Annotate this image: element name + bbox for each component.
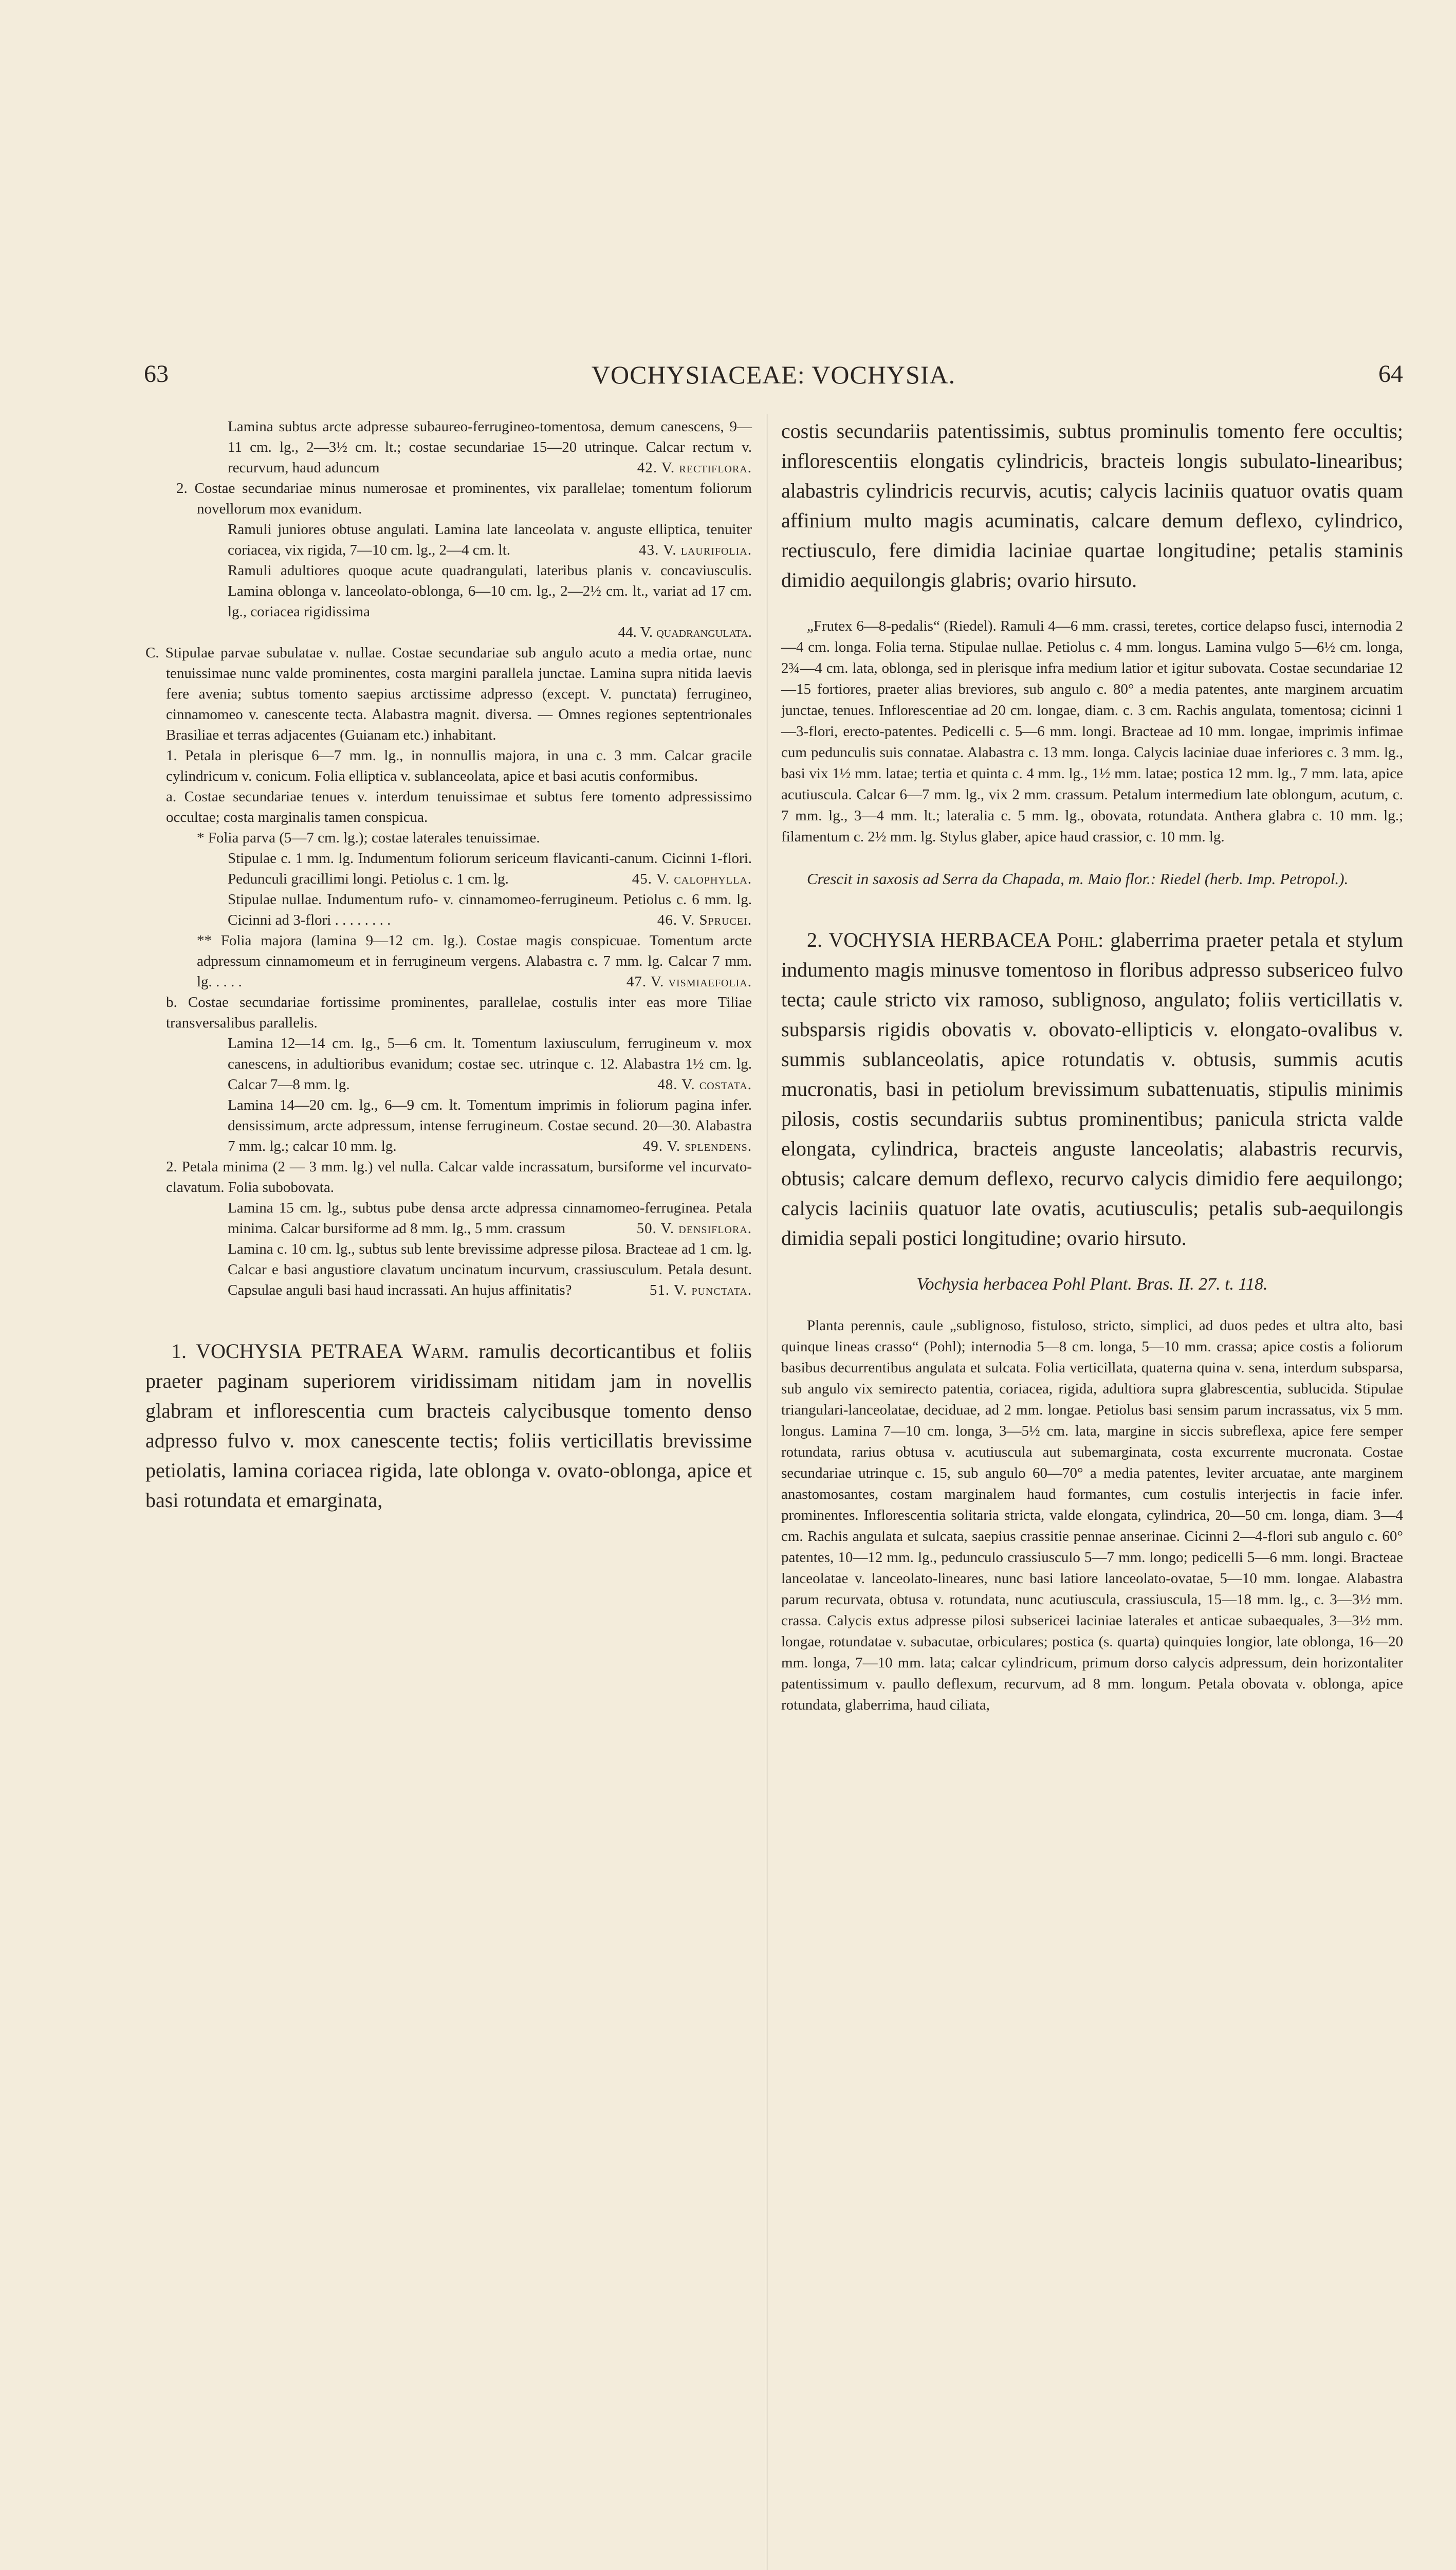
key-species-tag: 51. V. punctata. bbox=[649, 1282, 752, 1298]
species-name: 2. VOCHYSIA HERBACEA bbox=[807, 928, 1050, 951]
key-entry: Lamina subtus arcte adpresse subaureo-ferrugineo-tomentosa, demum canescens, 9—11 cm. lg., 2—3½ cm. lt.; costae secundariae 15—20 utrinque. Calcar rectum v. recurvum, haud aduncum 42. V. rectiflora. bbox=[145, 416, 752, 478]
running-title: VOCHYSIACEAE: VOCHYSIA. bbox=[591, 360, 956, 389]
species-description: Planta perennis, caule „sublignoso, fistuloso, stricto, simplici, ad duos pedes et ultra alto, basi quinque lineas crasso“ (Pohl); internodia 5—8 cm. longa, 5—10 mm. crassa; apice costis a foliorum basibus decurrentibus angulata et sulcata. Folia verticillata, quaterna quina v. sena, interdum subsparsa, sub angulo vix semirecto patentia, coriacea, rigida, adultiora supra glabrescentia, sublucida. Stipulae triangulari-lanceolatae, deciduae, ad 2 mm. longae. Petiolus basi sensim parum incrassatus, vix 5 mm. longus. Lamina 7—10 cm. longa, 3—5½ cm. lata, margine in siccis subreflexa, apice fere semper rotundata, rarius obtusa v. acutiuscula aut subemarginata, costa excurrente mucronata. Costae secundariae utrinque c. 15, sub angulo 60—70° a media patentes, leviter arcuatae, ante marginem anastomosantes, costam marginalem haud formantes, cum costulis interjectis in facie infer. prominentes. Inflorescentia solitaria stricta, valde elongata, cylindrica, 20—50 cm. longa, diam. 3—4 cm. Rachis angulata et sulcata, saepius crassitie pennae anserinae. Cicinni 2—4-flori sub angulo c. 60° patentes, 10—12 mm. lg., pedunculo crassiusculo 5—7 mm. longo; pedicelli 5—6 mm. longi. Bracteae lanceolatae v. lanceolato-lineares, nunc basi latiore lanceolato-ovatae, 5—10 mm. longae. Alabastra parum recurvata, obtusa v. rotundata, nunc acutiuscula, crassiuscula, 15—18 mm. lg., c. 3—3½ mm. crassa. Calycis extus adpresse pilosi subsericei laciniae laterales et anticae subaequales, 3—3½ mm. longae, rotundatae v. subacutae, orbiculares; postica (s. quarta) quinquies longior, late oblonga, 16—20 mm. longa, 7—10 mm. lata; calcar cylindricum, primum dorso calycis adpressum, dein horizontaliter patentissimum v. paullo deflexum, recurvum, ad 8 mm. longum. Petala obovata v. oblonga, apice rotundata, glaberrima, haud ciliata, bbox=[781, 1317, 1403, 1713]
key-species-tag: 46. V. Sprucei. bbox=[657, 912, 752, 928]
left-column bbox=[145, 416, 752, 1515]
key-entry: Ramuli juniores obtuse angulati. Lamina late lanceolata v. anguste elliptica, tenuiter coriacea, vix rigida, 7—10 cm. lg., 2—4 cm. lt. 43. V. laurifolia. bbox=[145, 519, 752, 560]
species-diagnosis-continued: costis secundariis patentissimis, subtus prominulis tomento fere occultis; inflorescentiis elongatis cylindricis, bracteis longis subulato-linearibus; alabastris cylindricis recurvis, acutis; calycis laciniis quatuor ovatis quam affinium multo magis acuminatis, calcare demum deflexo, cylindrico, rectiusculo, fere dimidia laciniae quartae longitudine; petalis staminis dimidio aequilongis glabris; ovario hirsuto. bbox=[781, 419, 1403, 592]
page-number-right: 64 bbox=[1378, 360, 1403, 388]
key-entry: a. Costae secundariae tenues v. interdum tenuissimae et subtus fere tomento adpressissimo occultae; costa marginalis tamen conspicua. bbox=[166, 788, 752, 825]
species-author: Pohl: bbox=[1057, 928, 1104, 951]
key-entry: ** Folia majora (lamina 9—12 cm. lg.). Costae magis conspicuae. Tomentum arcte adpressum cinnamomeum et in ferrugineum vergens. Alabastra c. 7 mm. lg. Calcar 7 mm. lg. . . . . 47. V. vismiaefolia. bbox=[145, 930, 752, 992]
key-entry: C. Stipulae parvae subulatae v. nullae. Costae secundariae sub angulo acuto a media ortae, nunc tenuissimae nunc valde prominentes, costa margini parallela junctae. Lamina supra nitida laevis fere avenia; subtus tomento saepius arctissime adpresso (except. V. punctata) ferrugineo, cinnamomeo v. canescente tecta. Alabastra magnit. diversa. — Omnes regiones septentrionales Brasiliae et terras adjacentes (Guianam etc.) inhabitant. bbox=[145, 645, 752, 743]
species-diagnosis: glaberrima praeter petala et stylum indumento magis minusve tomentoso in floribus adpresso subsericeo fulvo tecta; caule stricto vix ramoso, sublignoso, angulato; foliis verticillatis v. subsparsis rigidis obovatis v. obovato-ellipticis v. elongato-ovalibus v. summis sublanceolatis, apice rotundatis v. obtusis, summis acutis mucronatis, basi in petiolum brevissimum subattenuatis, stipulis minimis pilosis, costis secundariis subtus prominentibus; panicula stricta valde elongata, cylindrica, bracteis anguste lanceolatis; alabastris recurvis, obtusis; calcare demum deflexo, recurvo calycis dimidio fere aequilongo; calycis laciniis quatuor late ovatis, acutiusculis; petalis sub-aequilongis dimidia sepali postici longitudine; ovario hirsuto. bbox=[781, 928, 1404, 1250]
species-description: „Frutex 6—8-pedalis“ (Riedel). Ramuli 4—6 mm. crassi, teretes, cortice delapso fusci, internodia 2—4 cm. longa. Folia terna. Stipulae nullae. Petiolus c. 4 mm. longus. Lamina vulgo 5—6½ cm. longa, 2¾—4 cm. lata, oblonga, sed in plerisque infra medium latior et igitur subovata. Costae secundariae 12—15 fortiores, praeter alias breviores, sub angulo c. 80° a media patentes, ante marginem arcuatim junctae, tenues. Inflorescentiae ad 20 cm. longae, diam. c. 3 cm. Rachis angulata, tomentosa; cicinni 1—3-flori, erecto-patentes. Pedicelli c. 5—6 mm. longi. Bracteae ad 10 mm. longae, imprimis infimae cum pedunculis suis connatae. Alabastra c. 13 mm. longa. Calycis laciniae duae inferiores c. 3 mm. lg., basi vix 1½ mm. latae; tertia et quinta c. 4 mm. lg., 1½ mm. latae; postica 12 mm. lg., 7 mm. lata, apice acutiuscula. Calcar 6—7 mm. lg., vix 2 mm. crassum. Petalum intermedium late oblongum, acutum, c. 7 mm. lg., 3—4 mm. lt.; lateralia c. 5 mm. lg., obovata, rotundata. Anthera glabra c. 10 mm. lg.; filamentum c. 2½ mm. lg. Stylus glaber, apice haud crassior, c. 10 mm. lg. bbox=[781, 618, 1403, 845]
habitat-note: Crescit in saxosis ad Serra da Chapada, m. Maio flor.: Riedel (herb. Imp. Petropol.). bbox=[807, 870, 1349, 888]
species-name: 1. VOCHYSIA PETRAEA bbox=[171, 1339, 402, 1363]
right-column bbox=[781, 416, 1403, 1716]
key-species-tag: 45. V. calophylla. bbox=[632, 871, 752, 887]
literature-reference: Vochysia herbacea Pohl Plant. Bras. II. 27. t. 118. bbox=[916, 1275, 1268, 1294]
key-species-tag: 43. V. laurifolia. bbox=[639, 542, 752, 558]
key-species-tag: 48. V. costata. bbox=[657, 1076, 752, 1093]
key-species-tag-line: 44. V. quadrangulata. bbox=[618, 624, 752, 640]
key-entry: Stipulae nullae. Indumentum rufo- v. cinnamomeo-ferrugineum. Petiolus c. 6 mm. lg. Cicinni ad 3-flori . . . . . . . . 46. V. Sprucei. bbox=[145, 889, 752, 930]
key-entry: 1. Petala in plerisque 6—7 mm. lg., in nonnullis majora, in una c. 3 mm. Calcar gracile cylindricum v. conicum. Folia elliptica v. sublanceolata, apice et basi acutis conformibus. bbox=[166, 747, 752, 784]
column-divider bbox=[766, 414, 767, 2570]
key-species-tag: 50. V. densiflora. bbox=[636, 1220, 752, 1237]
key-entry: 2. Petala minima (2 — 3 mm. lg.) vel nulla. Calcar valde incrassatum, bursiforme vel incurvato-clavatum. Folia subobovata. bbox=[166, 1159, 752, 1196]
species-author: Warm. bbox=[411, 1339, 469, 1363]
species-heading bbox=[781, 925, 1403, 1253]
key-species-tag: 49. V. splendens. bbox=[642, 1138, 752, 1154]
running-header bbox=[144, 360, 1403, 396]
key-entry: Lamina 15 cm. lg., subtus pube densa arcte adpressa cinnamomeo-ferruginea. Petala minima. Calcar bursiforme ad 8 mm. lg., 5 mm. crassum 50. V. densiflora. bbox=[145, 1198, 752, 1239]
key-entry: * Folia parva (5—7 cm. lg.); costae laterales tenuissimae. bbox=[197, 830, 540, 846]
key-entry: Lamina 12—14 cm. lg., 5—6 cm. lt. Tomentum laxiusculum, ferrugineum v. mox canescens, in adultioribus evanidum; costae sec. utrinque c. 12. Alabastra 1½ cm. lg. Calcar 7—8 mm. lg. 48. V. costata. bbox=[145, 1033, 752, 1095]
key-entry: 2. Costae secundariae minus numerosae et prominentes, vix parallelae; tomentum foliorum novellorum mox evanidum. bbox=[176, 480, 752, 517]
species-diagnosis: ramulis decorticantibus et foliis praeter paginam superiorem viridissimam nitidam jam in novellis glabram et inflorescentia cum bracteis calycibusque tomento denso adpresso fulvo v. mox canescente tectis; foliis verticillatis brevissime petiolatis, lamina coriacea rigida, late oblonga v. ovato-oblonga, apice et basi rotundata et emarginata, bbox=[145, 1339, 752, 1512]
key-entry: Stipulae c. 1 mm. lg. Indumentum foliorum sericeum flavicanti-canum. Cicinni 1-flori. Pedunculi gracillimi longi. Petiolus c. 1 cm. lg. 45. V. calophylla. bbox=[145, 848, 752, 889]
key-entry: Ramuli adultiores quoque acute quadrangulati, lateribus planis v. concaviusculis. Lamina oblonga v. lanceolato-oblonga, 6—10 cm. lg., 2—2½ cm. lt., variat ad 17 cm. lg., coriacea rigidissima bbox=[228, 562, 752, 620]
page-number-left: 63 bbox=[144, 360, 169, 388]
key-species-tag: 42. V. rectiflora. bbox=[637, 460, 752, 476]
key-entry: Lamina c. 10 cm. lg., subtus sub lente brevissime adpresse pilosa. Bracteae ad 1 cm. lg. Calcar e basi angustiore clavatum uncinatum incurvum, crassiusculum. Petala desunt. Capsulae anguli basi haud incrassati. An hujus affinitatis? 51. V. punctata. bbox=[145, 1239, 752, 1300]
key-entry: b. Costae secundariae fortissime prominentes, parallelae, costulis inter eas more Tiliae transversalibus parallelis. bbox=[166, 994, 752, 1031]
species-heading bbox=[145, 1336, 752, 1515]
key-species-tag: 47. V. vismiaefolia. bbox=[626, 974, 752, 990]
key-entry: Lamina 14—20 cm. lg., 6—9 cm. lt. Tomentum imprimis in foliorum pagina infer. densissimum, arcte adpressum, intense ferrugineum. Costae secund. 20—30. Alabastra 7 mm. lg.; calcar 10 mm. lg. 49. V. splendens. bbox=[145, 1095, 752, 1156]
